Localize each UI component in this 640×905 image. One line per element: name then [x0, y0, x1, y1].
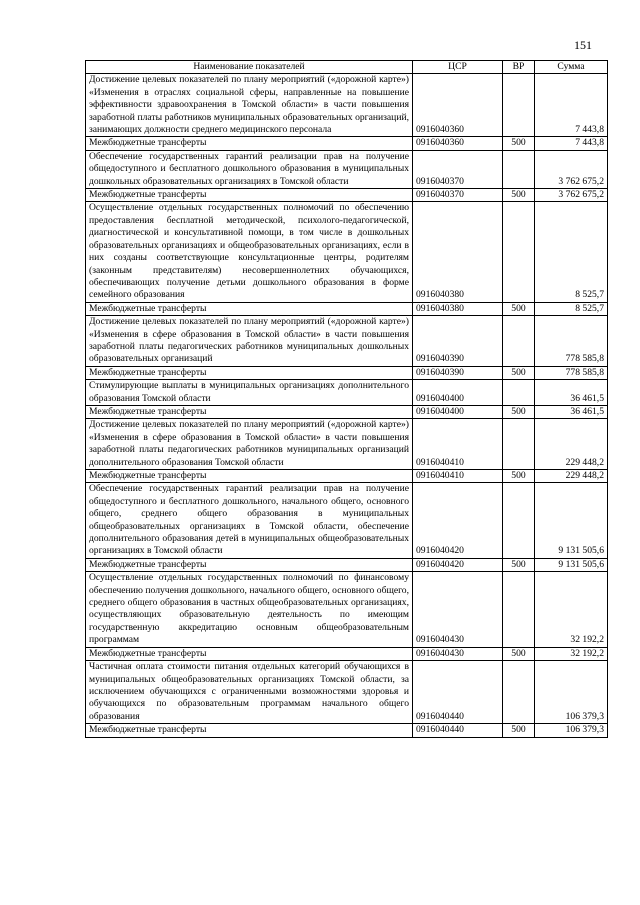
table-row — [86, 724, 608, 737]
row-vr-cell — [503, 661, 535, 724]
table-row — [86, 137, 608, 150]
row-sum-cell: 9 131 505,6 — [535, 558, 608, 571]
row-csr-cell: 0916040400 — [413, 380, 503, 406]
row-csr-cell: 0916040430 — [413, 647, 503, 660]
row-sum-cell: 229 448,2 — [535, 470, 608, 483]
page-number: 151 — [574, 38, 592, 52]
row-name-cell: Достижение целевых показателей по плану мероприятий («дорожной карте») «Изменения в сфере образования в Томской области» в части повышения заработной платы педагогических работников муниципальных дошкольных образовательных организаций — [86, 316, 413, 367]
row-csr-cell: 0916040420 — [413, 483, 503, 558]
row-sum-cell: 8 525,7 — [535, 302, 608, 315]
row-vr-cell: 500 — [503, 558, 535, 571]
row-name-cell: Межбюджетные трансферты — [86, 405, 413, 418]
row-vr-cell — [503, 150, 535, 188]
table-row — [86, 202, 608, 302]
row-vr-cell — [503, 380, 535, 406]
row-name-cell: Стимулирующие выплаты в муниципальных организациях дополнительного образования Томской области — [86, 380, 413, 406]
row-vr-cell — [503, 572, 535, 647]
row-name-cell: Обеспечение государственных гарантий реализации прав на получение общедоступного и бесплатного дошкольного, начального общего, основного общего, среднего общего образования в муниципальных общеобразовательных организациях в Томской области, обеспечение дополнительного образования детей в муниципальных общеобразовательных организациях в Томской области — [86, 483, 413, 558]
table-row — [86, 558, 608, 571]
row-sum-cell: 3 762 675,2 — [535, 189, 608, 202]
row-name-cell: Межбюджетные трансферты — [86, 137, 413, 150]
row-sum-cell: 229 448,2 — [535, 419, 608, 470]
row-csr-cell: 0916040390 — [413, 366, 503, 379]
row-name-cell: Осуществление отдельных государственных полномочий по финансовому обеспечению получения дошкольного, начального общего, основного общего, среднего общего образования в частных общеобразовательных организациях, осуществляющих образовательную деятельность по имеющим государственную аккредитацию основным общеобразовательным программам — [86, 572, 413, 647]
header-name: Наименование показателей — [86, 61, 413, 74]
header-vr: ВР — [503, 61, 535, 74]
row-sum-cell: 8 525,7 — [535, 202, 608, 302]
table-row — [86, 483, 608, 558]
row-name-cell: Межбюджетные трансферты — [86, 366, 413, 379]
row-vr-cell — [503, 202, 535, 302]
row-vr-cell — [503, 419, 535, 470]
row-vr-cell: 500 — [503, 302, 535, 315]
row-csr-cell: 0916040370 — [413, 150, 503, 188]
row-csr-cell: 0916040380 — [413, 302, 503, 315]
table-row — [86, 405, 608, 418]
table-row — [86, 316, 608, 367]
row-vr-cell: 500 — [503, 189, 535, 202]
row-sum-cell: 36 461,5 — [535, 380, 608, 406]
row-sum-cell: 7 443,8 — [535, 137, 608, 150]
row-sum-cell: 32 192,2 — [535, 572, 608, 647]
table-row — [86, 572, 608, 647]
header-csr: ЦСР — [413, 61, 503, 74]
row-name-cell: Межбюджетные трансферты — [86, 470, 413, 483]
table-body — [86, 74, 608, 737]
row-csr-cell: 0916040430 — [413, 572, 503, 647]
row-vr-cell — [503, 483, 535, 558]
row-sum-cell: 778 585,8 — [535, 366, 608, 379]
row-vr-cell — [503, 74, 535, 137]
row-csr-cell: 0916040390 — [413, 316, 503, 367]
row-name-cell: Достижение целевых показателей по плану мероприятий («дорожной карте») «Изменения в отраслях социальной сферы, направленные на повышение эффективности здравоохранения в Томской области» в части повышения заработной платы работников муниципальных образовательных организаций, занимающих должности среднего медицинского персонала — [86, 74, 413, 137]
table-row — [86, 470, 608, 483]
row-vr-cell — [503, 316, 535, 367]
row-vr-cell: 500 — [503, 405, 535, 418]
table-header-row — [86, 61, 608, 74]
row-csr-cell: 0916040360 — [413, 137, 503, 150]
table-row — [86, 366, 608, 379]
row-csr-cell: 0916040440 — [413, 661, 503, 724]
row-csr-cell: 0916040420 — [413, 558, 503, 571]
row-vr-cell: 500 — [503, 724, 535, 737]
row-name-cell: Достижение целевых показателей по плану мероприятий («дорожной карте») «Изменения в сфере образования в Томской области» в части повышения заработной платы педагогических работников муниципальных организаций дополнительного образования Томской области — [86, 419, 413, 470]
row-csr-cell: 0916040400 — [413, 405, 503, 418]
row-vr-cell: 500 — [503, 366, 535, 379]
row-vr-cell: 500 — [503, 137, 535, 150]
row-csr-cell: 0916040380 — [413, 202, 503, 302]
table-row — [86, 189, 608, 202]
row-name-cell: Межбюджетные трансферты — [86, 558, 413, 571]
row-csr-cell: 0916040360 — [413, 74, 503, 137]
row-csr-cell: 0916040370 — [413, 189, 503, 202]
table-row — [86, 150, 608, 188]
row-name-cell: Межбюджетные трансферты — [86, 189, 413, 202]
row-sum-cell: 3 762 675,2 — [535, 150, 608, 188]
table-row — [86, 647, 608, 660]
row-name-cell: Частичная оплата стоимости питания отдельных категорий обучающихся в муниципальных общеобразовательных организациях Томской области, за исключением обучающихся с ограниченными возможностями здоровья и обучающихся по образовательным программам начального общего образования — [86, 661, 413, 724]
table-row — [86, 380, 608, 406]
row-vr-cell: 500 — [503, 647, 535, 660]
row-csr-cell: 0916040440 — [413, 724, 503, 737]
row-csr-cell: 0916040410 — [413, 470, 503, 483]
row-sum-cell: 106 379,3 — [535, 661, 608, 724]
row-sum-cell: 36 461,5 — [535, 405, 608, 418]
header-sum: Сумма — [535, 61, 608, 74]
row-name-cell: Осуществление отдельных государственных полномочий по обеспечению предоставления бесплатной методической, психолого-педагогической, диагностической и консультативной помощи, в том числе в дошкольных образовательных организациях и общеобразовательных организациях, если в них созданы соответствующие консультационные центры, родителям (законным представителям) несовершеннолетних обучающихся, обеспечивающих получение детьми дошкольного образования в форме семейного образования — [86, 202, 413, 302]
row-sum-cell: 9 131 505,6 — [535, 483, 608, 558]
row-sum-cell: 778 585,8 — [535, 316, 608, 367]
budget-table — [85, 60, 608, 738]
row-name-cell: Межбюджетные трансферты — [86, 724, 413, 737]
row-sum-cell: 106 379,3 — [535, 724, 608, 737]
table-row — [86, 74, 608, 137]
table-row — [86, 419, 608, 470]
row-name-cell: Обеспечение государственных гарантий реализации прав на получение общедоступного и бесплатного дошкольного образования в муниципальных дошкольных образовательных организациях в Томской области — [86, 150, 413, 188]
row-sum-cell: 7 443,8 — [535, 74, 608, 137]
table-row — [86, 302, 608, 315]
row-csr-cell: 0916040410 — [413, 419, 503, 470]
table-row — [86, 661, 608, 724]
row-name-cell: Межбюджетные трансферты — [86, 302, 413, 315]
row-name-cell: Межбюджетные трансферты — [86, 647, 413, 660]
row-sum-cell: 32 192,2 — [535, 647, 608, 660]
row-vr-cell: 500 — [503, 470, 535, 483]
